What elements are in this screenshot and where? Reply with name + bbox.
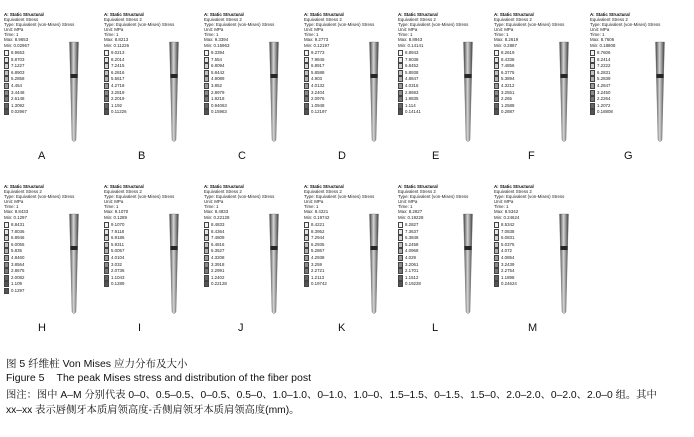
legend-value: 7.3637 [405,228,419,234]
legend-value: 4.2718 [111,83,125,88]
legend-value: 9.0213 [111,50,125,55]
legend-value: 6.3848 [405,235,419,241]
fiber-post-shape [70,214,79,314]
panel-label: G [624,150,633,162]
panel-header-line: Equivalent Stress [4,17,39,23]
legend-value: 4.0854 [501,255,515,260]
panel-header-line: Unit: MPa [590,27,610,33]
legend-value: 9.1070 [111,222,125,227]
panel-header-line: Type: Equivalent (von-Mises) Stress [204,22,275,28]
legend-value: 1.3092 [11,102,25,108]
stress-concentration-band [370,74,377,78]
panel-analysis-title: A: Static Structural [104,12,144,17]
legend-value: 4.0316 [405,83,419,88]
legend-value: 4.0132 [311,83,325,88]
panel-label: I [138,322,142,334]
panel-header-line: Max: 8.7606 [590,37,615,43]
legend-value: 2.2991 [211,268,225,274]
panel-header-line: Equivalent Stress 2 [398,189,436,195]
fiber-post-shape [270,42,279,142]
legend-value: 3.032 [111,261,122,267]
panel-analysis-title: A: Static Structural [104,184,144,189]
panel-header-line: Time: 1 [204,32,219,38]
panel-header-line: Type: Equivalent (von-Mises) Stress [4,22,75,28]
legend-value: 8.9653 [11,50,25,55]
fiber-post-shape [270,214,279,314]
panel-header-line: Min: 0.02967 [4,42,30,48]
panel-analysis-title: A: Static Structural [304,12,344,17]
fiber-post-shape [70,42,79,142]
stress-panel-c [204,12,296,172]
legend-value: 6.8946 [11,235,25,241]
legend-value: 1.1043 [111,274,125,280]
panel-header-line: Equivalent Stress 2 [104,189,142,195]
legend-value: 9.2773 [311,50,325,55]
panel-header-line: Unit: MPa [104,27,124,33]
legend-value: 0.02967 [11,109,27,115]
legend-value: 4.9089 [211,76,225,82]
legend-value: 1.2072 [597,102,611,108]
legend-value: 2.0736 [111,268,125,274]
stress-concentration-band [656,74,663,78]
legend-value: 8.3952 [311,228,325,234]
panel-header-line: Min: 0.18808 [590,42,616,48]
legend-value: 7.2415 [111,63,125,69]
legend-value: 0.94063 [211,102,227,108]
panel-header-line: Min: 0.1289 [104,214,127,220]
legend-value: 2.0976 [311,96,325,102]
panel-header-line: Time: 1 [304,32,319,38]
figure-note-line-1: 图注：图中 A–M 分别代表 0–0、0.5–0.5、0–0.5、0.5–0、1.0–1.0、0–1.0、1.0–0、1.5–1.5、0–1.5、1.5–0、2.0–2.0、0–2.0、2.0–0 组。其中 [6,390,657,401]
legend-value: 2.2754 [501,268,515,274]
legend-value: 2.1701 [405,268,419,274]
panel-label: A [38,150,46,162]
legend-value: 5.8442 [211,69,225,75]
legend-value: 5.2867 [311,248,325,254]
panel-header-line: Type: Equivalent (von-Mises) Stress [4,194,75,200]
fiber-post-image [204,184,296,344]
stress-concentration-band [464,74,471,78]
legend-value: 5.0057 [111,248,125,254]
fiber-post-shape [370,214,379,314]
legend-value: 5.835 [11,248,22,254]
legend-value: 8.8703 [11,56,25,62]
figure-number: Figure 5 [6,372,45,384]
fiber-post-image [104,12,196,172]
panel-label: L [432,322,439,334]
legend-value: 3.2404 [311,89,325,95]
legend-value: 3.8564 [11,261,25,267]
legend-value: 3.2819 [111,89,125,95]
legend-value: 3.259 [311,261,322,267]
panel-header-line: Max: 8.4833 [204,209,229,215]
stress-concentration-band [70,74,77,78]
fiber-post-shape [170,42,179,142]
legend-value: 5.0375 [501,241,515,247]
panel-analysis-title: A: Static Structural [204,12,244,17]
panel-header-line: Type: Equivalent (von-Mises) Stress [204,194,275,200]
legend-value: 4.8847 [405,76,419,82]
fiber-post-shape [170,214,179,314]
fiber-post-image [590,12,682,172]
stress-concentration-band [170,74,177,78]
legend-value: 1.2402 [211,274,225,280]
panel-header-line: Unit: MPa [4,199,24,205]
legend-value: 7.2944 [311,235,325,241]
legend-value: 0.12197 [311,109,327,115]
panel-header-line: Time: 1 [398,32,413,38]
legend-value: 2.8979 [211,89,225,95]
legend-value: 7.4809 [211,235,225,241]
fiber-post-image [204,12,296,172]
stress-panel-f [494,12,586,172]
panel-header-line: Max: 8.8213 [104,37,129,43]
stress-panel-l [398,184,490,344]
panel-header-line: Time: 1 [398,204,413,210]
stress-concentration-band [170,246,177,250]
legend-value: 3.2439 [501,261,515,267]
panel-header-line: Min: 0.24624 [494,214,520,220]
panel-header-line: Min: 0.12197 [304,42,330,48]
figure-note [6,388,690,418]
legend-value: 1.0948 [311,102,325,108]
panel-header-line: Min: 0.1297 [4,214,27,220]
legend-value: 0.1297 [11,288,25,293]
legend-value: 8.7606 [597,50,611,55]
panel-label: B [138,150,146,162]
panel-header-line: Unit: MPa [494,27,514,33]
legend-value: 4.029 [405,255,416,260]
panel-header-line: Type: Equivalent (von-Mises) Stress [590,22,661,28]
legend-value: 0.18808 [597,109,613,115]
legend-value: 6.9186 [111,235,125,241]
legend-value: 5.3894 [501,76,515,82]
legend-value: 7.4856 [501,63,515,69]
legend-value: 4.903 [311,76,322,82]
panel-header-line: Time: 1 [4,204,19,210]
panel-header-line: Max: 8.2619 [494,37,519,43]
legend-value: 1.9835 [405,96,419,102]
legend-value: 0.11226 [111,109,127,115]
panel-header-line: Min: 0.15963 [204,42,230,48]
legend-value: 5.8938 [405,69,419,75]
legend-value: 7.9845 [311,56,325,62]
panel-header-line: Type: Equivalent (von-Mises) Stress [494,22,565,28]
panel-header-line: Unit: MPa [398,27,418,33]
legend-value: 0.15963 [211,109,227,115]
legend-value: 4.3208 [211,255,225,260]
legend-value: 4.3212 [501,83,515,88]
fiber-post-shape [464,42,473,142]
legend-value: 6.0831 [501,235,515,241]
legend-value: 3.2551 [501,89,515,95]
legend-value: 6.3775 [501,69,515,75]
legend-value: 4.0104 [111,255,125,260]
stress-concentration-band [560,74,567,78]
panel-analysis-title: A: Static Structural [304,184,344,189]
panel-header-line: Unit: MPa [398,199,418,205]
stress-panel-i [104,184,196,344]
legend-value: 8.5342 [501,222,515,227]
fiber-post-image [494,12,586,172]
legend-value: 5.5617 [111,76,125,82]
stress-panel-j [204,184,296,344]
panel-label: M [528,322,538,334]
legend-value: 9.3394 [211,50,225,55]
panel-label: H [38,322,46,334]
legend-value: 3.4448 [11,89,25,95]
figure-note-line-2: xx–xx 表示唇侧牙本质肩领高度-舌侧肩领牙本质肩领高度(mm)。 [6,405,300,416]
panel-header-line: Equivalent Stress 2 [590,17,628,23]
legend-value: 1.2588 [501,102,515,108]
fiber-post-shape [464,214,473,314]
legend-value: 0.19228 [405,281,421,287]
legend-value: 5.8588 [311,69,325,75]
legend-value: 0.2887 [501,109,515,115]
legend-value: 4.2938 [311,255,325,260]
panel-header-line: Unit: MPa [204,27,224,33]
stress-panel-d [304,12,396,172]
legend-value: 6.2935 [311,241,325,247]
legend-value: 5.9311 [111,241,125,247]
legend-value: 0.22128 [211,281,227,287]
legend-value: 1.1898 [501,274,515,280]
legend-value: 6.2831 [597,69,611,75]
panel-label: K [338,322,346,334]
legend-value: 7.9118 [111,228,125,234]
legend-value: 1.1512 [405,274,419,280]
panel-header-line: Max: 9.3394 [204,37,229,43]
stress-panel-k [304,184,396,344]
panel-header-line: Time: 1 [494,204,509,210]
legend-value: 8.4833 [211,222,225,227]
panel-label: F [528,150,535,162]
legend-value: 6.8917 [311,63,325,69]
legend-value: 7.8036 [11,228,25,234]
legend-value: 4.0968 [405,248,419,254]
legend-value: 8.2014 [111,56,125,62]
legend-value: 1.109 [11,281,22,287]
legend-value: 5.3527 [211,248,225,254]
figure-caption-chinese: 图 5 纤维桩 Von Mises 应力分布及大小 [6,358,188,370]
fiber-post-image [304,12,396,172]
legend-value: 1.9218 [211,96,225,102]
panel-header-line: Unit: MPa [304,199,324,205]
legend-value: 0.14141 [405,109,421,115]
panel-analysis-title: A: Static Structural [204,184,244,189]
legend-value: 3.2061 [405,261,419,267]
fiber-post-image [4,12,96,172]
legend-value: 4.072 [501,248,512,254]
panel-header-line: Equivalent Stress 2 [494,17,532,23]
legend-value: 2.0082 [11,274,25,280]
legend-value: 2.2721 [311,268,325,274]
legend-value: 6.8452 [405,63,419,69]
panel-label: D [338,150,346,162]
fiber-post-shape [370,42,379,142]
panel-header-line: Type: Equivalent (von-Mises) Stress [104,194,175,200]
legend-value: 3.852 [211,83,222,88]
panel-header-line: Equivalent Stress 2 [104,17,142,23]
panel-header-line: Equivalent Stress 2 [494,189,532,195]
panel-header-line: Equivalent Stress 2 [4,189,42,195]
legend-value: 8.8943 [405,50,419,55]
panel-header-line: Time: 1 [304,204,319,210]
fiber-post-image [4,184,96,344]
legend-value: 1.192 [111,102,122,108]
panel-header-line: Unit: MPa [4,27,24,33]
panel-header-line: Max: 8.8943 [398,37,423,43]
panel-header-line: Equivalent Stress 2 [304,189,342,195]
fiber-post-image [398,184,490,344]
panel-header-line: Max: 8.2827 [398,209,423,215]
panel-analysis-title: A: Static Structural [4,12,44,17]
panel-header-line: Type: Equivalent (von-Mises) Stress [304,22,375,28]
stress-concentration-band [370,246,377,250]
panel-header-line: Time: 1 [4,32,19,38]
panel-header-line: Max: 8.9653 [4,37,29,43]
panel-analysis-title: A: Static Structural [590,12,630,17]
fiber-post-image [494,184,586,344]
stress-panel-b [104,12,196,172]
panel-header-line: Max: 9.2773 [304,37,329,43]
legend-value: 6.2816 [111,69,125,75]
legend-value: 6.4816 [211,241,225,247]
panel-header-line: Max: 9.1070 [104,209,129,215]
legend-value: 6.0055 [11,241,25,247]
panel-analysis-title: A: Static Structural [4,184,44,189]
panel-header-line: Equivalent Stress 2 [398,17,436,23]
panel-analysis-title: A: Static Structural [494,184,534,189]
legend-value: 4.2847 [597,83,611,88]
legend-value: 7.1227 [11,63,25,69]
legend-value: 4.454 [11,83,22,88]
panel-label: E [432,150,440,162]
figure-caption-english [6,372,311,384]
legend-value: 7.0838 [501,228,515,234]
legend-value: 2.2019 [111,96,125,102]
legend-value: 8.4364 [211,228,225,234]
stress-concentration-band [560,246,567,250]
legend-value: 7.9038 [405,56,419,62]
panel-header-line: Min: 0.22128 [204,214,230,220]
legend-value: 6.8094 [211,63,225,69]
panel-label: J [238,322,244,334]
stress-concentration-band [70,246,77,250]
panel-header-line: Time: 1 [104,204,119,210]
panel-header-line: Time: 1 [494,32,509,38]
panel-header-line: Equivalent Stress 2 [304,17,342,23]
legend-value: 7.554 [211,56,222,62]
legend-value: 5.2839 [597,76,611,82]
panel-header-line: Min: 0.2887 [494,42,517,48]
legend-value: 2.8675 [11,268,25,274]
stress-panel-g [590,12,682,172]
panel-header-line: Equivalent Stress 2 [204,17,242,23]
fiber-post-image [398,12,490,172]
legend-value: 6.8903 [11,69,25,75]
legend-value: 1.2113 [311,274,325,280]
fiber-post-image [304,184,396,344]
legend-value: 5.2858 [11,76,25,82]
legend-value: 3.3918 [211,261,225,267]
panel-header-line: Time: 1 [104,32,119,38]
panel-header-line: Type: Equivalent (von-Mises) Stress [398,194,469,200]
legend-value: 2.8693 [405,89,419,95]
legend-value: 2.6148 [11,96,25,102]
fiber-post-image [104,184,196,344]
legend-value: 8.4221 [311,222,325,227]
legend-value: 4.8460 [11,255,25,260]
legend-value: 8.2414 [597,56,611,62]
panel-header-line: Equivalent Stress 2 [204,189,242,195]
panel-header-line: Max: 8.5342 [494,209,519,215]
panel-header-line: Type: Equivalent (von-Mises) Stress [304,194,375,200]
panel-analysis-title: A: Static Structural [398,12,438,17]
stress-concentration-band [270,246,277,250]
fiber-post-shape [656,42,665,142]
legend-value: 5.2458 [405,241,419,247]
panel-header-line: Time: 1 [204,204,219,210]
legend-value: 2.265 [501,96,512,102]
panel-header-line: Max: 8.8433 [4,209,29,215]
legend-value: 0.19742 [311,281,327,287]
panel-header-line: Min: 0.11226 [104,42,130,48]
panel-analysis-title: A: Static Structural [398,184,438,189]
panel-header-line: Type: Equivalent (von-Mises) Stress [398,22,469,28]
legend-value: 8.8431 [11,222,25,227]
fiber-post-shape [560,42,569,142]
stress-concentration-band [464,246,471,250]
fiber-post-shape [560,214,569,314]
panel-header-line: Min: 0.19228 [398,214,424,220]
panel-analysis-title: A: Static Structural [494,12,534,17]
stress-concentration-band [270,74,277,78]
legend-value: 0.24624 [501,281,517,287]
panel-label: C [238,150,246,162]
legend-value: 2.2264 [597,96,611,102]
legend-value: 3.2450 [597,89,611,95]
panel-header-line: Min: 0.14141 [398,42,424,48]
legend-value: 1.114 [405,102,416,108]
panel-header-line: Unit: MPa [494,199,514,205]
stress-panel-m [494,184,586,344]
legend-value: 7.2222 [597,63,611,69]
panel-header-line: Unit: MPa [104,199,124,205]
legend-value: 8.2827 [405,222,419,227]
stress-panel-a [4,12,96,172]
legend-value: 0.1289 [111,281,125,287]
figure-title-english: The peak Mises stress and distribution of the fiber post [56,372,311,384]
stress-panel-h [4,184,96,344]
legend-value: 8.4338 [501,56,515,62]
panel-header-line: Min: 0.19742 [304,214,330,220]
panel-header-line: Time: 1 [590,32,605,38]
stress-panel-e [398,12,490,172]
panel-header-line: Unit: MPa [204,199,224,205]
panel-header-line: Unit: MPa [304,27,324,33]
panel-header-line: Type: Equivalent (von-Mises) Stress [104,22,175,28]
legend-value: 8.2619 [501,50,515,55]
panel-header-line: Max: 8.4221 [304,209,329,215]
panel-header-line: Type: Equivalent (von-Mises) Stress [494,194,565,200]
